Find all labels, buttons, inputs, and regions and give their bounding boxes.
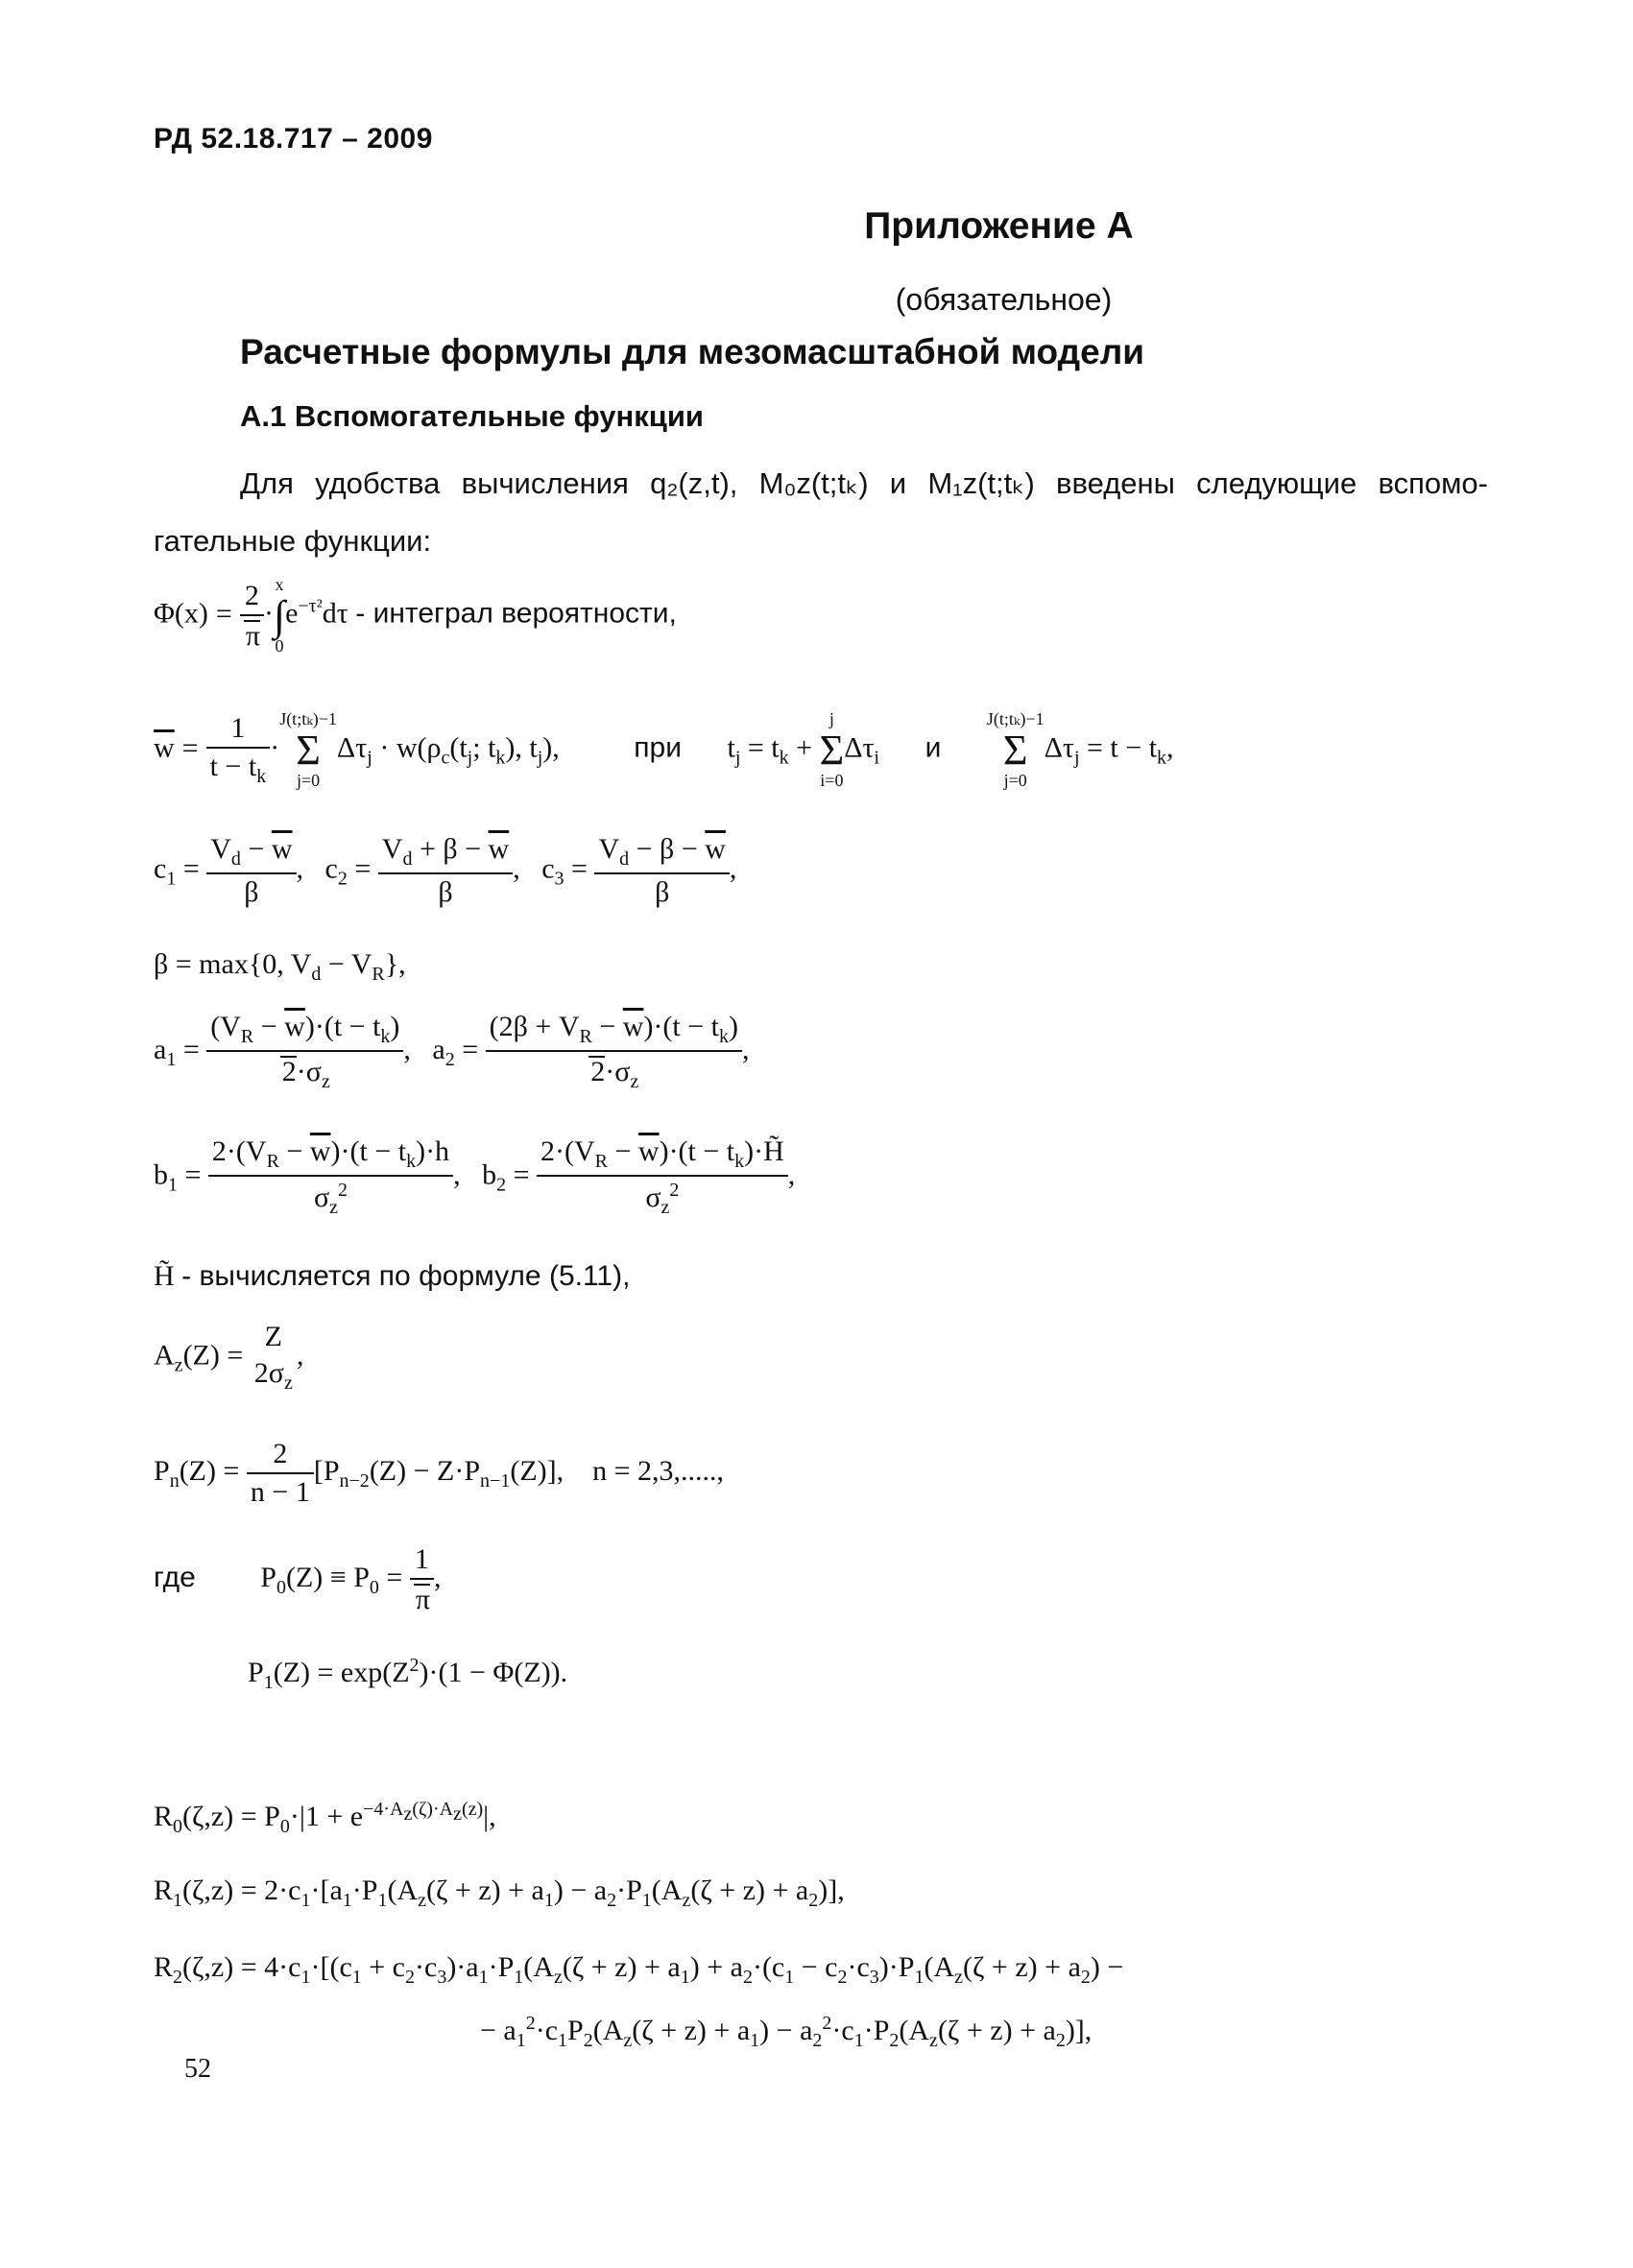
page-number: 52 <box>184 2054 211 2084</box>
formula-R1: $R_1(\zeta,z) = 2\cdot c_1\cdot[a_1\cdot P_1(A_z(\zeta + z) + a_1) - a_2\cdot P_1(A_z(\zeta + z) + a_2)]$, <box>154 1874 845 1911</box>
formula-Az: $A_z(Z)$ = Z $2\sigma_z$ , <box>154 1321 304 1394</box>
formula-P1: $P_1(Z) = \exp(Z^2)\cdot(1 - \Phi(Z))$. <box>248 1655 568 1693</box>
intro-paragraph <box>154 455 1488 570</box>
formula-R2-line1: $R_2(\zeta,z) = 4\cdot c_1\cdot[(c_1 + c_2\cdot c_3)\cdot a_1\cdot P_1(A_z(\zeta + z) + a_1) + a_2\cdot(c_1 - c_2\cdot c_3)\cdot P_1(A_z(\zeta + z) + a_2)$ − <box>154 1951 1124 1988</box>
formula-beta: β = max{0, $V_d - V_R$}, <box>154 948 406 985</box>
formula-w-mean: $\overline{w}$ = $\frac{1}{t - t_k}$ ·J(t;tₖ)−1 Σ $j=0\Delta\tau_j \cdot w(\rho_c(t_j$; $t_k$), $t_j$), при $t_j = t_k + j$ Σ $i=0\Delta\tau_i$ и J(t;tₖ)−1 Σ $j=0\Delta\tau_j = t - t_k$, <box>154 709 1174 790</box>
formula-R0: $R_0(\zeta,z) = P_0\cdot|1 + e^{-4\cdot A_z(\zeta)\cdot A_z(z)}|$, <box>154 1799 496 1837</box>
document-code: РД 52.18.717 – 2009 <box>154 123 433 155</box>
formula-phi: Φ(x) = $\frac{2}{\pi}$ ·x ∫ $0e^{-\tau^2}d\tau$ - интеграл вероятности, <box>154 575 677 656</box>
intro-line-2: гательные функции: <box>154 524 432 558</box>
intro-line-1: Для удобства вычисления q₂(z,t), M₀z(t;tₖ) и M₁z(t;tₖ) введены следующие вспомо- <box>240 466 1488 500</box>
h-tilde-reference: H̃ - вычисляется по формуле (5.11), <box>154 1260 631 1292</box>
appendix-subtitle: (обязательное) <box>895 282 1113 317</box>
subsection-title: А.1 Вспомогательные функции <box>240 399 704 433</box>
h-tilde-label: - вычисляется по формуле (5.11), <box>181 1260 631 1292</box>
gde-label: где <box>154 1561 196 1593</box>
prob-integral-label: - интеграл вероятности, <box>355 597 677 630</box>
appendix-title: Приложение А <box>864 205 1134 247</box>
formula-a-coefficients: $a_1$ = $\frac{(V_R - \overline{w})\cdot(t - t_k)}{2\cdot\sigma_z}$ , $a_2$ = $\frac{(2\beta + V_R - \overline{w})\cdot(t - t_k)}{2\cdot\sigma_z}$ , <box>154 1011 750 1092</box>
formula-Pn: $P_n(Z)$ = $\frac{2}{n - 1}$ $[P_{n-2}(Z) - Z\cdot P_{n-1}(Z)]$, n = 2,3,....., <box>154 1438 725 1508</box>
formula-P0: где $P_0(Z) \equiv P_0$ = $\frac{1}{\pi}$ , <box>154 1543 442 1615</box>
formula-b-coefficients: $b_1$ = $\frac{2\cdot(V_R - \overline{w})\cdot(t - t_k)\cdot h}{\sigma_z^2}$ , $b_2$ = $\frac{2\cdot(V_R - \overline{w})\cdot(t - t_k)\cdot H̃}{\sigma_z^2}$ , <box>154 1135 796 1218</box>
formula-c-coefficients: $c_1$ = $\frac{V_d - \overline{w}}{\beta}$ , $c_2$ = $\frac{V_d + \beta - \overline{w}}{\beta}$ , $c_3$ = $\frac{V_d - \beta - \overline{w}}{\beta}$ , <box>154 833 737 908</box>
pri-label: при <box>634 731 682 764</box>
formula-R2-line2: − $a_1^2\cdot c_1P_2(A_z(\zeta + z) + a_1) - a_2^2\cdot c_1\cdot P_2(A_z(\zeta + z) + a_2)$], <box>480 2013 1093 2051</box>
section-title: Расчетные формулы для мезомасштабной модели <box>240 332 1144 371</box>
and-label: и <box>925 731 942 764</box>
